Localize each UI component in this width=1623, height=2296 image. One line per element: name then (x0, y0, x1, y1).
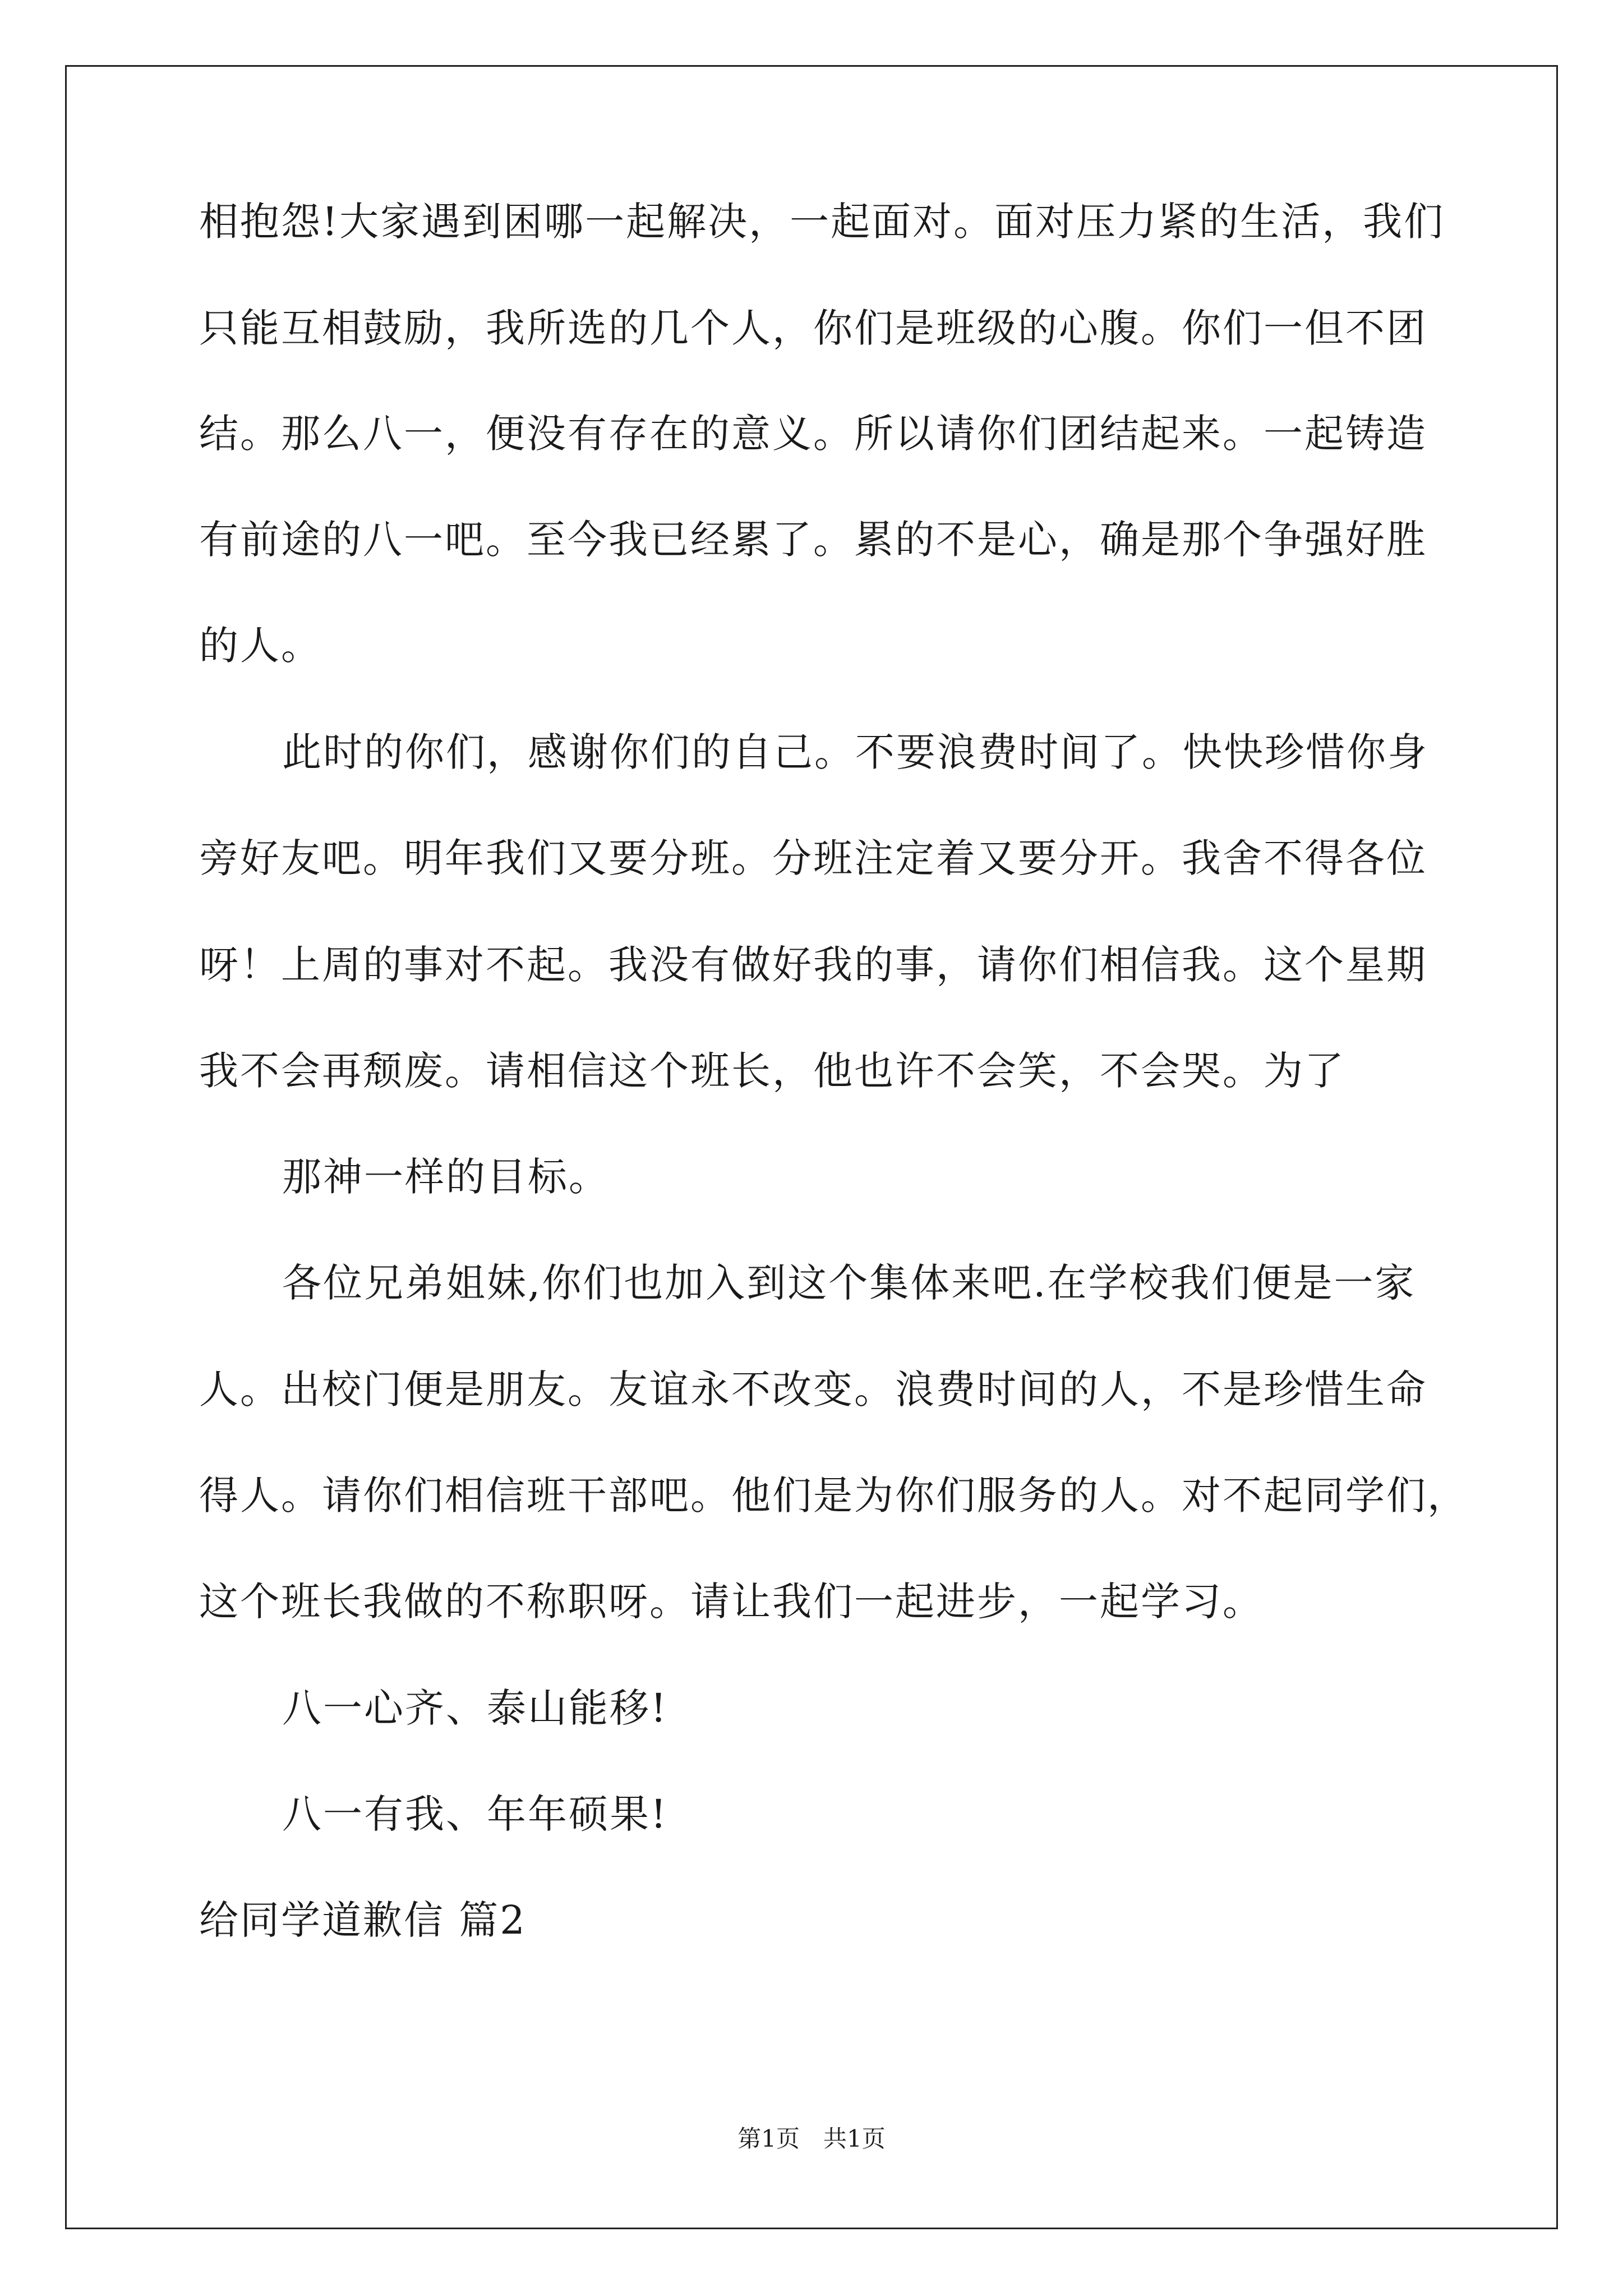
paragraph-line: 呀！上周的事对不起。我没有做好我的事，请你们相信我。这个星期 (199, 942, 1427, 988)
page-number-footer: 第1页 共1页 (737, 2125, 886, 2152)
paragraph-line: 结。那么八一，便没有存在的意义。所以请你们团结起来。一起铸造 (199, 411, 1427, 457)
slogan-line: 八一有我、年年硕果! (282, 1791, 668, 1837)
paragraph-line: 这个班长我做的不称职呀。请让我们一起进步，一起学习。 (199, 1579, 1264, 1625)
paragraph-line: 得人。请你们相信班干部吧。他们是为你们服务的人。对不起同学们， (199, 1473, 1468, 1519)
paragraph-line: 相抱怨!大家遇到困哪一起解决，一起面对。面对压力紧的生活，我们 (199, 199, 1445, 245)
paragraph-line: 我不会再颓废。请相信这个班长，他也许不会笑，不会哭。为了 (199, 1048, 1345, 1094)
slogan-line: 八一心齐、泰山能移! (282, 1685, 668, 1731)
paragraph-line: 各位兄弟姐妹,你们也加入到这个集体来吧.在学校我们便是一家 (282, 1260, 1416, 1306)
paragraph-line: 的人。 (199, 623, 322, 669)
section-heading: 给同学道歉信 篇2 (199, 1897, 527, 1943)
paragraph-line: 人。出校门便是朋友。友谊永不改变。浪费时间的人，不是珍惜生命 (199, 1366, 1427, 1412)
paragraph-line: 旁好友吧。明年我们又要分班。分班注定着又要分开。我舍不得各位 (199, 835, 1427, 881)
paragraph-line: 有前途的八一吧。至今我已经累了。累的不是心，确是那个争强好胜 (199, 517, 1427, 563)
paragraph-line: 此时的你们，感谢你们的自己。不要浪费时间了。快快珍惜你身 (282, 729, 1428, 775)
paragraph-line: 只能互相鼓励，我所选的几个人，你们是班级的心腹。你们一但不团 (199, 305, 1427, 351)
paragraph-line: 那神一样的目标。 (282, 1154, 610, 1200)
